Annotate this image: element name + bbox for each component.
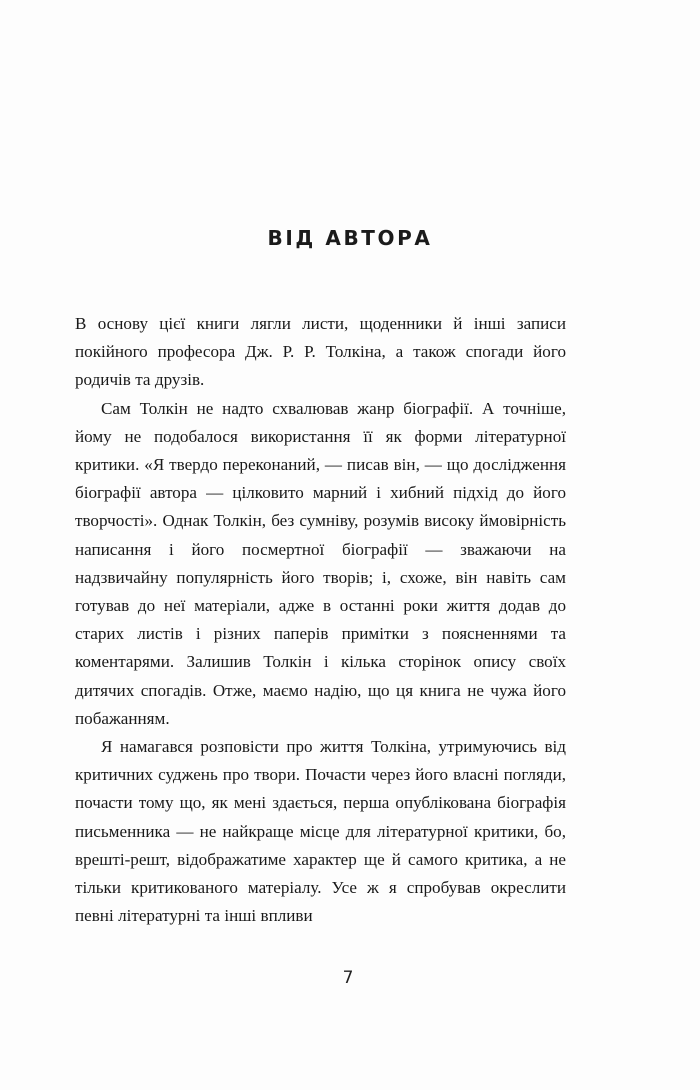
body-text-block — [75, 310, 566, 930]
paragraph: Сам Толкін не надто схвалював жанр біографії. А точніше, йому не подобалося використання її як форми літературної критики. «Я твердо переконаний, — писав він, — що дослідження біографії автора — цілковито марний і хибний підхід до його творчості». Однак Толкін, без сумніву, розумів високу ймовірність написання і його посмертної біографії — зважаючи на надзвичайну популярність його творів; і, схоже, він навіть сам готував до неї матеріали, адже в останні роки життя додав до старих листів і різних паперів примітки з поясненнями та коментарями. Залишив Толкін і кілька сторінок опису своїх дитячих спогадів. Отже, маємо надію, що ця книга не чужа його побажанням. — [75, 398, 566, 728]
page-number — [0, 968, 700, 988]
paragraph: В основу цієї книги лягли листи, щоденники й інші записи покійного професора Дж. Р. Р. Толкіна, а також спогади його родичів та друзів. — [75, 314, 566, 390]
page-title: ВІД АВТОРА — [267, 226, 433, 251]
paragraph: Я намагався розповісти про життя Толкіна, утримуючись від критичних суджень про твори. Почасти через його власні погляди, почасти тому що, як мені здається, перша опублікована біографія письменника — не найкраще місце для літературної критики, бо, врешті-решт, відображатиме характер ще й самого критика, а не тільки критикованого матеріалу. Усе ж я спробував окреслити певні літературні та інші впливи — [75, 737, 566, 926]
page-number-value: 7 — [342, 968, 354, 988]
